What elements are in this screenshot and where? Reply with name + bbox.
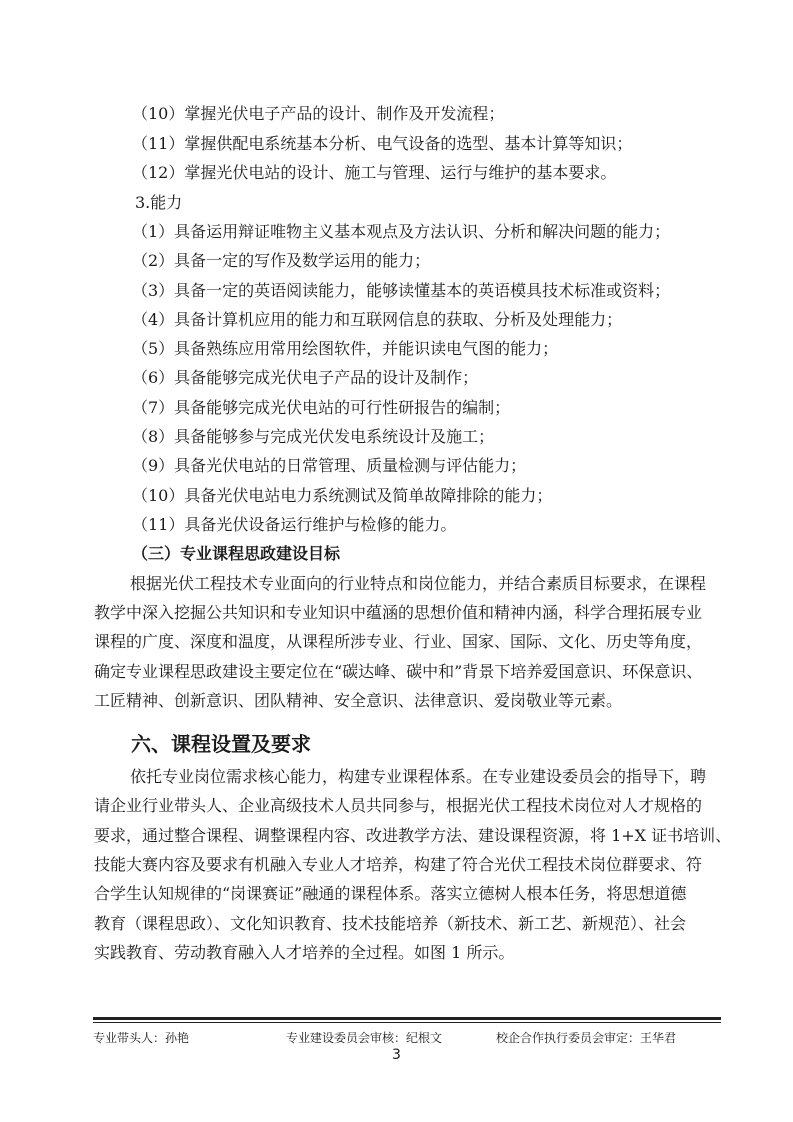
ability-item-7: （7）具备能够完成光伏电站的可行性研报告的编制； <box>132 398 511 417</box>
knowledge-item-11: （11）掌握供配电系统基本分析、电气设备的选型、基本计算等知识； <box>132 134 633 153</box>
section-heading: 六、课程设置及要求 <box>131 732 311 756</box>
curriculum-paragraph-line: 实践教育、劳动教育融入人才培养的全过程。如图 1 所示。 <box>94 943 515 962</box>
curriculum-paragraph-line: 要求，通过整合课程、调整课程内容、改进教学方法、建设课程资源，将 1+X 证书培训、 <box>94 826 732 845</box>
ability-item-4: （4）具备计算机应用的能力和互联网信息的获取、分析及处理能力； <box>132 310 623 329</box>
ideology-paragraph-line: 确定专业课程思政建设主要定位在“碳达峰、碳中和”背景下培养爱国意识、环保意识、 <box>94 662 703 681</box>
footer-divider <box>93 1017 721 1020</box>
ability-item-10: （10）具备光伏电站电力系统测试及简单故障排除的能力； <box>132 486 553 505</box>
ability-item-5: （5）具备熟练应用常用绘图软件，并能识读电气图的能力； <box>132 339 559 358</box>
ability-item-6: （6）具备能够完成光伏电子产品的设计及制作； <box>132 368 479 387</box>
footer-committee: 专业建设委员会审核：纪根文 <box>286 1031 443 1045</box>
knowledge-item-10: （10）掌握光伏电子产品的设计、制作及开发流程； <box>132 104 505 123</box>
footer-divider-thin <box>93 1022 721 1023</box>
ability-item-11: （11）具备光伏设备运行维护与检修的能力。 <box>132 515 457 534</box>
knowledge-item-12: （12）掌握光伏电站的设计、施工与管理、运行与维护的基本要求。 <box>132 163 617 182</box>
ideology-heading: （三）专业课程思政建设目标 <box>132 544 341 563</box>
curriculum-paragraph-line: 合学生认知规律的“岗课赛证”融通的课程体系。落实立德树人根本任务，将思想道德 <box>94 884 687 903</box>
ideology-paragraph-line: 教学中深入挖掘公共知识和专业知识中蕴涵的思想价值和精神内涵，科学合理拓展专业 <box>94 603 703 622</box>
ability-heading: 3.能力 <box>135 193 183 212</box>
ability-item-2: （2）具备一定的写作及数学运用的能力； <box>132 251 431 270</box>
footer-leader: 专业带头人：孙艳 <box>93 1031 190 1045</box>
ability-item-8: （8）具备能够参与完成光伏发电系统设计及施工； <box>132 427 495 446</box>
ability-item-3: （3）具备一定的英语阅读能力，能够读懂基本的英语模具技术标准或资料； <box>132 281 671 300</box>
curriculum-paragraph-line: 教育（课程思政）、文化知识教育、技术技能培养（新技术、新工艺、新规范）、社会 <box>94 914 687 933</box>
ideology-paragraph-line: 根据光伏工程技术专业面向的行业特点和岗位能力，并结合素质目标要求，在课程 <box>130 574 707 593</box>
footer-enterprise: 校企合作执行委员会审定：王华君 <box>496 1031 677 1045</box>
ability-item-1: （1）具备运用辩证唯物主义基本观点及方法认识、分析和解决问题的能力； <box>132 222 671 241</box>
curriculum-paragraph-line: 依托专业岗位需求核心能力，构建专业课程体系。在专业建设委员会的指导下，聘 <box>130 767 707 786</box>
curriculum-paragraph-line: 请企业行业带头人、企业高级技术人员共同参与，根据光伏工程技术岗位对人才规格的 <box>94 796 703 815</box>
ideology-paragraph-line: 课程的广度、深度和温度，从课程所涉专业、行业、国家、国际、文化、历史等角度， <box>94 632 703 651</box>
page-number: 3 <box>392 1047 401 1063</box>
ideology-paragraph-line: 工匠精神、创新意识、团队精神、安全意识、法律意识、爱岗敬业等元素。 <box>94 691 623 710</box>
ability-item-9: （9）具备光伏电站的日常管理、质量检测与评估能力； <box>132 456 527 475</box>
curriculum-paragraph-line: 技能大赛内容及要求有机融入专业人才培养，构建了符合光伏工程技术岗位群要求、符 <box>94 855 703 874</box>
